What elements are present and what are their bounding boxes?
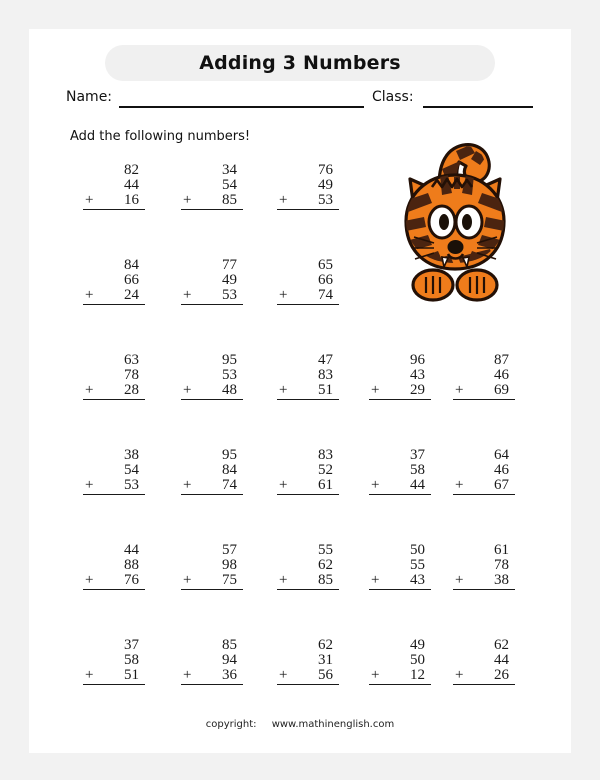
- plus-operator: +: [85, 477, 94, 493]
- addend-3: 69: [494, 382, 509, 398]
- plus-operator: +: [85, 287, 94, 303]
- addend-1: 62: [494, 637, 509, 653]
- addend-3: 76: [124, 572, 139, 588]
- problem-row: [29, 157, 571, 252]
- copyright-label: copyright:: [205, 719, 257, 730]
- addend-1: 34: [222, 162, 237, 178]
- addend-3-row: [369, 383, 431, 400]
- addition-problem[interactable]: [369, 543, 431, 590]
- addend-2: 94: [222, 652, 237, 668]
- addend-1: 38: [124, 447, 139, 463]
- addend-1: 83: [318, 447, 333, 463]
- plus-operator: +: [279, 287, 288, 303]
- worksheet-sheet: [29, 29, 571, 753]
- addend-3: 29: [410, 382, 425, 398]
- addend-2: 49: [318, 177, 333, 193]
- addend-3: 51: [124, 667, 139, 683]
- plus-operator: +: [85, 572, 94, 588]
- addition-problem[interactable]: [277, 258, 339, 305]
- addend-2: 58: [124, 652, 139, 668]
- addend-3-row: [277, 193, 339, 210]
- addend-3-row: [277, 478, 339, 495]
- addend-3-row: [181, 383, 243, 400]
- addition-problem[interactable]: [181, 353, 243, 400]
- addend-2: 66: [318, 272, 333, 288]
- addition-problem[interactable]: [277, 163, 339, 210]
- addend-2: 84: [222, 462, 237, 478]
- problem-row: [29, 537, 571, 632]
- footer: [29, 719, 571, 730]
- addend-1: 96: [410, 352, 425, 368]
- addend-2: 98: [222, 557, 237, 573]
- addend-3: 12: [410, 667, 425, 683]
- addend-3: 85: [222, 192, 237, 208]
- problem-row: [29, 347, 571, 442]
- addend-2: 58: [410, 462, 425, 478]
- addend-3-row: [277, 573, 339, 590]
- addition-problem[interactable]: [83, 258, 145, 305]
- addend-2: 78: [124, 367, 139, 383]
- plus-operator: +: [279, 667, 288, 683]
- addition-problem[interactable]: [83, 543, 145, 590]
- plus-operator: +: [183, 382, 192, 398]
- addend-3-row: [453, 573, 515, 590]
- addend-2: 46: [494, 462, 509, 478]
- addend-1: 85: [222, 637, 237, 653]
- addend-3-row: [83, 193, 145, 210]
- plus-operator: +: [371, 572, 380, 588]
- addend-2: 44: [494, 652, 509, 668]
- addend-3-row: [181, 478, 243, 495]
- addend-3: 43: [410, 572, 425, 588]
- problem-row: [29, 252, 571, 347]
- site-url: www.mathinenglish.com: [271, 719, 395, 730]
- addend-3-row: [83, 573, 145, 590]
- plus-operator: +: [455, 667, 464, 683]
- addend-2: 50: [410, 652, 425, 668]
- addend-3-row: [83, 478, 145, 495]
- addend-1: 82: [124, 162, 139, 178]
- addend-2: 62: [318, 557, 333, 573]
- problem-row: [29, 442, 571, 537]
- addend-3-row: [83, 668, 145, 685]
- name-label: Name:: [66, 89, 113, 105]
- addend-3-row: [181, 573, 243, 590]
- plus-operator: +: [279, 192, 288, 208]
- addend-1: 62: [318, 637, 333, 653]
- addend-1: 55: [318, 542, 333, 558]
- addition-problem[interactable]: [453, 543, 515, 590]
- plus-operator: +: [85, 667, 94, 683]
- addend-1: 87: [494, 352, 509, 368]
- addend-3-row: [277, 288, 339, 305]
- addend-3: 16: [124, 192, 139, 208]
- addend-3: 85: [318, 572, 333, 588]
- plus-operator: +: [371, 382, 380, 398]
- addition-problem[interactable]: [181, 543, 243, 590]
- addend-3: 61: [318, 477, 333, 493]
- addend-3: 53: [222, 287, 237, 303]
- addend-1: 50: [410, 542, 425, 558]
- addend-3-row: [277, 668, 339, 685]
- addition-problem[interactable]: [83, 448, 145, 495]
- addend-3: 36: [222, 667, 237, 683]
- addend-3-row: [369, 573, 431, 590]
- addend-1: 37: [410, 447, 425, 463]
- addend-3: 74: [222, 477, 237, 493]
- addition-problem[interactable]: [83, 163, 145, 210]
- addend-3-row: [369, 668, 431, 685]
- addition-problem[interactable]: [369, 353, 431, 400]
- addend-2: 78: [494, 557, 509, 573]
- plus-operator: +: [183, 477, 192, 493]
- addition-problem[interactable]: [277, 448, 339, 495]
- addend-1: 95: [222, 352, 237, 368]
- plus-operator: +: [183, 287, 192, 303]
- plus-operator: +: [279, 572, 288, 588]
- addend-1: 84: [124, 257, 139, 273]
- addend-2: 43: [410, 367, 425, 383]
- addition-problem[interactable]: [453, 353, 515, 400]
- plus-operator: +: [183, 572, 192, 588]
- addend-3: 38: [494, 572, 509, 588]
- addend-3: 74: [318, 287, 333, 303]
- addend-1: 49: [410, 637, 425, 653]
- plus-operator: +: [455, 382, 464, 398]
- addend-3: 53: [124, 477, 139, 493]
- instruction-text: Add the following numbers!: [70, 129, 251, 144]
- addend-2: 49: [222, 272, 237, 288]
- addend-1: 37: [124, 637, 139, 653]
- addend-3: 75: [222, 572, 237, 588]
- class-label: Class:: [372, 89, 414, 105]
- addition-problem[interactable]: [453, 638, 515, 685]
- addend-3-row: [277, 383, 339, 400]
- addend-3: 67: [494, 477, 509, 493]
- addend-2: 66: [124, 272, 139, 288]
- addend-1: 65: [318, 257, 333, 273]
- addend-3: 48: [222, 382, 237, 398]
- addend-2: 53: [222, 367, 237, 383]
- addition-problem[interactable]: [83, 353, 145, 400]
- addend-1: 77: [222, 257, 237, 273]
- addend-3-row: [369, 478, 431, 495]
- addition-problem[interactable]: [277, 638, 339, 685]
- addition-problem[interactable]: [277, 353, 339, 400]
- problem-grid: [29, 157, 571, 727]
- addend-2: 55: [410, 557, 425, 573]
- title-banner: [105, 45, 495, 81]
- plus-operator: +: [455, 477, 464, 493]
- addend-1: 44: [124, 542, 139, 558]
- addend-3: 28: [124, 382, 139, 398]
- addend-2: 52: [318, 462, 333, 478]
- addend-3: 51: [318, 382, 333, 398]
- addend-3-row: [453, 383, 515, 400]
- addend-3-row: [453, 668, 515, 685]
- plus-operator: +: [371, 477, 380, 493]
- addend-1: 76: [318, 162, 333, 178]
- addend-1: 47: [318, 352, 333, 368]
- addend-2: 83: [318, 367, 333, 383]
- addition-problem[interactable]: [277, 543, 339, 590]
- plus-operator: +: [371, 667, 380, 683]
- addend-3: 56: [318, 667, 333, 683]
- plus-operator: +: [455, 572, 464, 588]
- addition-problem[interactable]: [181, 258, 243, 305]
- addend-3-row: [83, 383, 145, 400]
- addend-1: 64: [494, 447, 509, 463]
- addend-3: 26: [494, 667, 509, 683]
- addend-3-row: [453, 478, 515, 495]
- student-info-line: [29, 87, 571, 113]
- addend-3-row: [83, 288, 145, 305]
- addition-problem[interactable]: [181, 448, 243, 495]
- addend-2: 44: [124, 177, 139, 193]
- addend-1: 61: [494, 542, 509, 558]
- addend-3: 24: [124, 287, 139, 303]
- addition-problem[interactable]: [181, 638, 243, 685]
- addend-1: 63: [124, 352, 139, 368]
- problem-row: [29, 632, 571, 727]
- page-title: Adding 3 Numbers: [199, 52, 401, 74]
- addend-2: 54: [124, 462, 139, 478]
- addend-3-row: [181, 193, 243, 210]
- addend-2: 88: [124, 557, 139, 573]
- addition-problem[interactable]: [369, 448, 431, 495]
- class-input-rule[interactable]: [423, 106, 533, 108]
- addend-3: 44: [410, 477, 425, 493]
- addend-3-row: [181, 668, 243, 685]
- addend-3: 53: [318, 192, 333, 208]
- addend-2: 54: [222, 177, 237, 193]
- plus-operator: +: [85, 382, 94, 398]
- plus-operator: +: [183, 192, 192, 208]
- addition-problem[interactable]: [369, 638, 431, 685]
- plus-operator: +: [279, 477, 288, 493]
- plus-operator: +: [85, 192, 94, 208]
- addend-2: 46: [494, 367, 509, 383]
- addend-3-row: [181, 288, 243, 305]
- name-input-rule[interactable]: [119, 106, 364, 108]
- addend-2: 31: [318, 652, 333, 668]
- addition-problem[interactable]: [83, 638, 145, 685]
- addend-1: 57: [222, 542, 237, 558]
- plus-operator: +: [279, 382, 288, 398]
- plus-operator: +: [183, 667, 192, 683]
- addition-problem[interactable]: [181, 163, 243, 210]
- addition-problem[interactable]: [453, 448, 515, 495]
- addend-1: 95: [222, 447, 237, 463]
